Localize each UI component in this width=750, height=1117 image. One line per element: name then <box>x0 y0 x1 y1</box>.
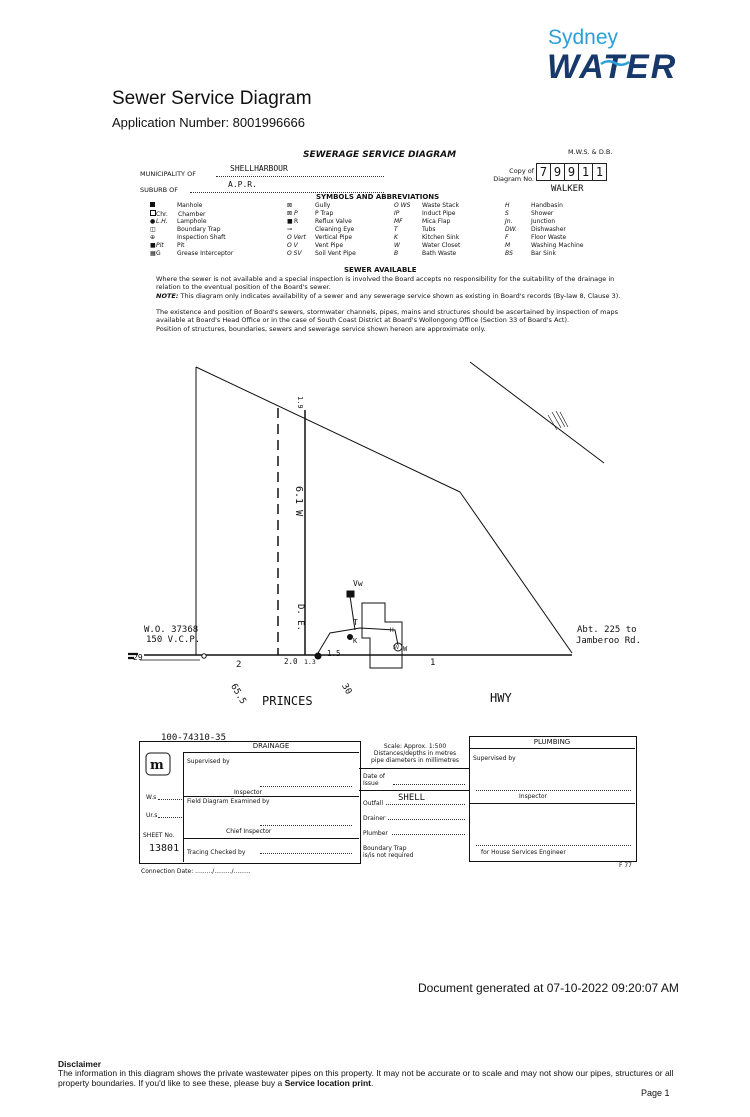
legend-item: Handbasin <box>531 202 563 209</box>
legend-abbr: L.H. <box>156 218 168 225</box>
digit-box: 1 <box>593 163 607 181</box>
legend-abbr: K <box>394 234 398 241</box>
legend-item: Cleaning Eye <box>315 226 355 233</box>
inspector-label: Inspector <box>234 789 262 796</box>
drainage-heading: DRAINAGE <box>183 741 359 753</box>
road-edge-line <box>470 362 604 463</box>
legend-abbr: Chr. <box>156 211 168 218</box>
legend-abbr: BS <box>505 250 513 257</box>
notice-4: Position of structures, boundaries, sewers and sewerage service shown hereon are approximate only. <box>156 325 486 333</box>
label-t: T <box>353 618 358 627</box>
date-of-issue-label: Date of Issue <box>363 773 386 787</box>
wo-label: W.O. 37368 <box>144 625 199 635</box>
house-engineer-label: for House Services Engineer <box>481 849 566 856</box>
notice-1: Where the sewer is not available and a special inspection is involved the Board accepts no responsibility for the suitability of the drainage in relation to the eventual position of the Board's sewer. <box>156 275 615 291</box>
handwritten-walker: WALKER <box>551 184 584 194</box>
outfall-label: Outfall <box>363 800 384 807</box>
suburb-label: SUBURB OF <box>140 186 178 194</box>
legend-abbr: S <box>505 210 509 217</box>
note-label: NOTE: <box>156 292 179 300</box>
legend-abbr: H <box>505 202 510 209</box>
supervised-by-label: Supervised by <box>187 758 230 765</box>
princes-label: PRINCES <box>262 694 313 708</box>
legend-abbr: Pit <box>156 242 164 249</box>
page-number: Page 1 <box>641 1088 670 1098</box>
legend-item: Gully <box>315 202 331 209</box>
legend-item: Inspection Shaft <box>177 234 226 241</box>
legend-item: Vent Pipe <box>315 242 344 249</box>
scale-note <box>362 743 468 764</box>
legend-item: Mica Flap <box>422 218 451 225</box>
notice-3: The existence and position of Board's sewers, stormwater channels, pipes, mains and structures should be ascertained by inspection of maps available at Board's Head Office or in the case of South Coast District at Board's Wollongong Office (Section 33 of Board's Act). <box>156 308 618 324</box>
label-w: W <box>403 645 408 653</box>
scanned-diagram: M.W.S. & D.B. SEWERAGE SERVICE DIAGRAM MUNICIPALITY OF SHELLHARBOUR SUBURB OF A.P.R. Copy of Diagram No. 7 9 9 1 1 WALKER SYMBOLS AND ABBREVIATIONS Manhole Chr. Chamber ●L.H. Lamphole ◫ Boundary Trap ⊕ Inspection Shaft ■Pit Pit ▦G Grease Interceptor ⊠ Gully ⊠ P P Trap ■R Reflux Valve ⊸ Cleaning Eye O Vert Vertical Pipe O V Vent Pipe O SV Soil Vent Pipe O WS Waste Stack IP Induct Pipe MF Mica Flap T Tubs K Kitchen Sink W Water Closet B Bath Waste H Handbasin S Shower Jn. Junction DW. Dishwasher F Floor Waste M Washing Machine BS Bar Sink SEWER AVAILABLE Where the sewer is not available and a special inspection is involved the Board accepts no responsibility for the suitability of the drainage in relation to the eventual position of the Board's sewer. NOTE: This diagram only indicates availability of a sewer and any sewerage service shown as existing in Board's records (By-law 8, Clause 3). The existence and position of Board's sewers, stormwater channels, pipes, mains and structures should be ascertained by inspection of maps available at Board's Head Office or in the case of South Coast District at Board's Wollongong Office (Section 33 of Board's Act). Position of structures, boundaries, sewers and sewerage service shown hereon are approximate only. W.O. 37368 150 V.C.P. Abt. 225 to Jamberoo Rd. PRINCES HWY 65.5 30 29 2 1 2.0 1.5 1.3 1.9 6.1 W D. E. Vw T H K W SV 100-74310-35 DRAINAGE m Supervised by W.s Inspector Field Diagram Examined by Ur.s SHEET No. 13801 Chief Inspector Tracing Checked by Scale: Approx. 1:500 Distances/depths in metres pipe diameters in millimetres Date of Issue Outfall SHELL Drainer Plumber Boundary Trap is/is not required PLUMBING Supervised by Inspector for House Services Engineer F 77 Connection Date: ........./........./......... <box>0 0 750 1117</box>
chief-inspector-label: Chief Inspector <box>226 828 272 835</box>
plumbing-supervised-label: Supervised by <box>473 755 516 762</box>
label-1: 1 <box>430 658 436 668</box>
legend-abbr: R <box>294 218 299 225</box>
plumbing-heading: PLUMBING <box>469 736 635 749</box>
chainage-30: 30 <box>339 682 354 697</box>
tracing-checked-label: Tracing Checked by <box>187 849 246 856</box>
symbols-title: SYMBOLS AND ABBREVIATIONS <box>316 193 440 201</box>
scale-text: Scale: Approx. 1:500 <box>383 743 447 750</box>
page-title: Sewer Service Diagram <box>112 88 312 109</box>
label-vw: Vw <box>353 579 363 588</box>
label-6-1-w: 6.1 W <box>293 486 304 517</box>
outfall-value: SHELL <box>398 793 426 803</box>
boundary-top <box>196 367 460 492</box>
legend-abbr: G <box>156 250 161 257</box>
application-number: Application Number: 8001996666 <box>112 115 305 130</box>
form-code: F 77 <box>619 862 632 869</box>
disclaimer-text: The information in this diagram shows the private wastewater pipes on this property. It may not be accurate or to scale and may not show our pipes, structures or all property boundaries. If you'd like to see these, please buy a Service location print. <box>58 1068 674 1088</box>
legend-abbr: O Vert <box>287 234 306 241</box>
legend-abbr: W <box>394 242 400 249</box>
legend-item: Bar Sink <box>531 250 556 257</box>
logo-sydney-text: Sydney <box>548 26 619 49</box>
municipality-label: MUNICIPALITY OF <box>140 170 196 178</box>
legend-item: Junction <box>531 218 556 225</box>
generated-timestamp: Document generated at 07-10-2022 09:20:07 AM <box>418 981 679 995</box>
legend-abbr: O WS <box>394 202 411 209</box>
legend-abbr: T <box>394 226 398 233</box>
legend-item: Water Closet <box>422 242 461 249</box>
legend-abbr: F <box>505 234 509 241</box>
label-29: 29 <box>133 653 143 662</box>
legend-item: Lamphole <box>177 218 207 225</box>
legend-item: Boundary Trap <box>177 226 221 233</box>
legend-item: Manhole <box>177 202 203 209</box>
digit-box: 7 <box>536 163 551 181</box>
legend-abbr: DW. <box>505 226 517 233</box>
legend-item: Dishwasher <box>531 226 566 233</box>
legend-item: Waste Stack <box>422 202 459 209</box>
legend-abbr: P <box>294 210 298 217</box>
chainage-65-5: 65.5 <box>228 682 248 707</box>
label-2-0: 2.0 <box>284 657 298 666</box>
distances-text: Distances/depths in metres <box>373 750 457 757</box>
pipe-diameter-text: pipe diameters in millimetres <box>370 757 460 764</box>
field-diagram-label: Field Diagram Examined by <box>187 798 270 805</box>
digit-box: 9 <box>565 163 579 181</box>
label-h: H <box>390 627 394 634</box>
legend-item: Soil Vent Pipe <box>315 250 356 257</box>
sewer-available-heading: SEWER AVAILABLE <box>344 266 417 274</box>
boundary-right <box>460 492 572 653</box>
legend-item: Floor Waste <box>531 234 567 241</box>
legend-abbr: O SV <box>287 250 302 257</box>
municipality-value: SHELLHARBOUR <box>230 164 288 173</box>
label-1-9: 1.9 <box>296 396 304 409</box>
plumber-label: Plumber <box>363 830 388 837</box>
legend-item: Vertical Pipe <box>315 234 353 241</box>
legend-item: Tubs <box>422 226 436 233</box>
label-1-3: 1.3 <box>304 658 316 666</box>
legend-abbr: Jn. <box>505 218 513 225</box>
label-1-5: 1.5 <box>327 649 341 658</box>
legend-abbr: B <box>394 250 399 257</box>
abt-label: Abt. 225 to <box>577 625 637 635</box>
service-location-print-link[interactable]: Service location print <box>284 1078 372 1088</box>
sheet-no-label: SHEET No. <box>143 832 175 839</box>
label-d-e: D. E. <box>295 604 305 632</box>
connection-date: Connection Date: ........./........./......... <box>141 868 251 875</box>
label-sv: SV <box>393 645 400 651</box>
legend-abbr: IP <box>394 210 400 217</box>
logo-water-text: WATER <box>547 48 678 86</box>
jamberoo-label: Jamberoo Rd. <box>576 636 642 646</box>
legend-item: Shower <box>531 210 554 217</box>
copy-label: Copy of Diagram No. <box>493 167 534 183</box>
suburb-value: A.P.R. <box>228 180 257 189</box>
legend-abbr: O V <box>287 242 298 249</box>
label-2: 2 <box>236 660 242 670</box>
is-not-required-label: is/is not required <box>363 852 414 859</box>
mws-label: M.W.S. & D.B. <box>568 148 613 156</box>
plumbing-inspector-label: Inspector <box>519 793 547 800</box>
digit-box: 1 <box>579 163 593 181</box>
drainer-label: Drainer <box>363 815 386 822</box>
boundary-trap-label: Boundary Trap <box>363 845 407 852</box>
digit-box: 9 <box>551 163 565 181</box>
legend-item: Chamber <box>178 211 206 218</box>
notice-2-text: This diagram only indicates availability of a sewer and any sewerage service shown as existing in Board's records (By-law 8, Clause 3). <box>180 292 621 300</box>
urs-label: Ur.s <box>146 812 158 819</box>
legend-abbr: MF <box>394 218 403 225</box>
board-crest-icon <box>145 752 171 776</box>
svg-text:m: m <box>150 758 164 773</box>
sheet-no-value: 13801 <box>149 843 180 854</box>
legend-item: Bath Waste <box>422 250 457 257</box>
legend-item: Kitchen Sink <box>422 234 460 241</box>
form-title: SEWERAGE SERVICE DIAGRAM <box>303 150 457 160</box>
legend-item: Washing Machine <box>531 242 584 249</box>
legend-item: Reflux Valve <box>315 218 352 225</box>
legend-abbr: M <box>505 242 511 249</box>
disclaimer-title: Disclaimer <box>58 1059 101 1069</box>
vcp-label: 150 V.C.P. <box>146 635 201 645</box>
disclaimer-body: The information in this diagram shows the private wastewater pipes on this property. It may not be accurate or to scale and may not show our pipes, structures or all property boundaries. If you'd like to see these, please buy a <box>58 1068 674 1088</box>
legend-item: P Trap <box>315 210 334 217</box>
drainage-body <box>183 752 360 862</box>
ws-label: W.s <box>146 794 157 801</box>
legend-item: Grease Interceptor <box>177 250 234 257</box>
legend-item: Pit <box>177 242 185 249</box>
label-k: K <box>353 637 358 645</box>
hwy-label: HWY <box>490 691 512 705</box>
reference-number: 100-74310-35 <box>161 733 227 743</box>
legend-item: Induct Pipe <box>422 210 456 217</box>
